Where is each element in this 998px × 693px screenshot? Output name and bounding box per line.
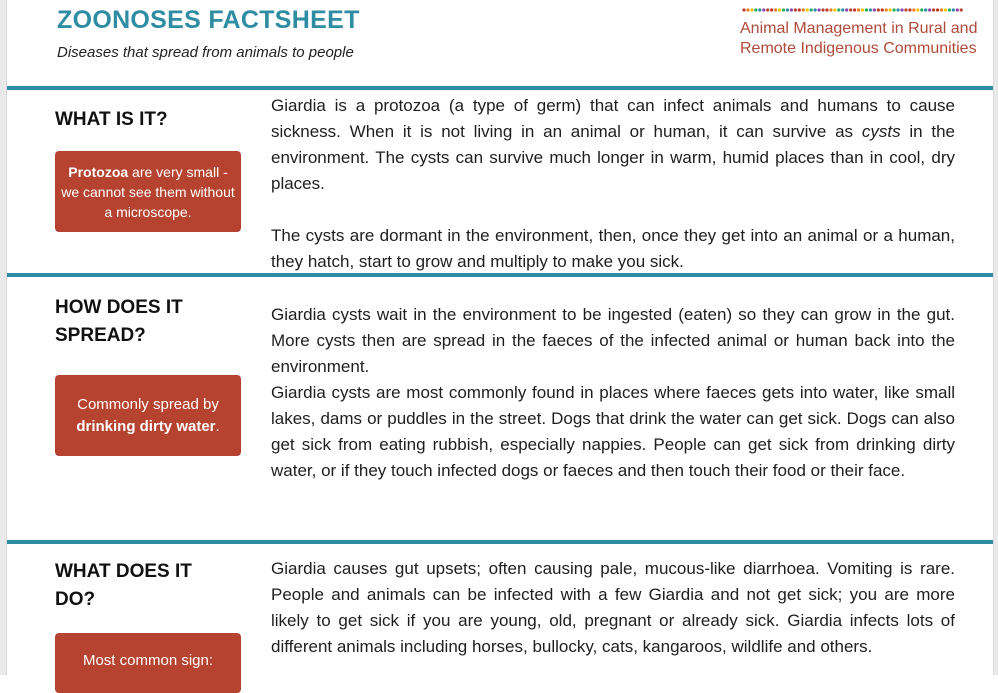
section-body-how-does-it-spread (271, 302, 955, 484)
logo-dot (845, 8, 848, 11)
logo-dot (916, 8, 919, 11)
callout-bold-text: drinking dirty water (76, 417, 216, 435)
paragraph: Giardia is a protozoa (a type of germ) that can infect animals and humans to cause sickness. When it is not living in an animal or human, it can survive as cysts in the environment. The cysts can survive much longer in warm, humid places than in cool, dry places. (271, 96, 955, 193)
logo-dot (810, 8, 813, 11)
section-divider (7, 273, 993, 277)
logo-dot (829, 8, 832, 11)
logo-dot (948, 8, 951, 11)
logo-dot (940, 8, 943, 11)
section-heading-what-is-it: WHAT IS IT? (55, 109, 168, 130)
logo-dot (900, 8, 903, 11)
logo-dot (774, 8, 777, 11)
page-title: ZOONOSES FACTSHEET (57, 6, 360, 34)
logo-dot (904, 8, 907, 11)
logo-dot (778, 8, 781, 11)
callout-most-common-sign (55, 633, 241, 693)
logo-dot (928, 8, 931, 11)
logo-dot (889, 8, 892, 11)
logo-dot (817, 8, 820, 11)
logo-dot (912, 8, 915, 11)
logo-dot (920, 8, 923, 11)
logo-dot (833, 8, 836, 11)
logo-dot (853, 8, 856, 11)
logo-dot (794, 8, 797, 11)
paragraph: The cysts are dormant in the environment, then, once they get into an animal or a human, they hatch, start to grow and multiply to make you sick. (271, 226, 955, 271)
section-divider (7, 540, 993, 544)
logo-dot (885, 8, 888, 11)
logo-dot (750, 8, 753, 11)
logo-dot (841, 8, 844, 11)
logo-dot (790, 8, 793, 11)
logo-dot (952, 8, 955, 11)
logo-line-1: Animal Management in Rural and (740, 20, 978, 37)
callout-bold-text: Protozoa (68, 163, 129, 180)
logo-dot (802, 8, 805, 11)
logo-dot (798, 8, 801, 11)
logo-dot (821, 8, 824, 11)
section-body-what-does-it-do (271, 556, 955, 660)
logo-dot (814, 8, 817, 11)
logo-dot (766, 8, 769, 11)
callout-protozoa (55, 151, 241, 232)
logo-dot (936, 8, 939, 11)
logo-dot (873, 8, 876, 11)
logo-dot (944, 8, 947, 11)
logo-dot (924, 8, 927, 11)
logo-dot (762, 8, 765, 11)
logo-dot (869, 8, 872, 11)
page-subtitle: Diseases that spread from animals to people (57, 44, 354, 61)
paragraph: Giardia causes gut upsets; often causing pale, mucous-like diarrhoea. Vomiting is rare. People and animals can be infected with a few Giardia and not get sick; you are more likely to get sick if you are young, old, pregnant or already sick. Giardia infects lots of different animals including horses, bullocky, cats, kangaroos, wildlife and others. (271, 559, 955, 656)
logo-dot (849, 8, 852, 11)
factsheet-page (6, 0, 994, 675)
logo-dot (742, 8, 745, 11)
logo-dot (896, 8, 899, 11)
logo-dot (956, 8, 959, 11)
paragraph: Giardia cysts wait in the environment to be ingested (eaten) so they can grow in the gut. More cysts then are spread in the faeces of the infected animal or human back into the environment. (271, 305, 955, 376)
logo-dot (861, 8, 864, 11)
callout-dirty-water: Commonly spread by drinking dirty water. (55, 375, 241, 456)
logo-dot (865, 8, 868, 11)
logo-dot (837, 8, 840, 11)
section-heading-how-does-it-spread: HOW DOES IT SPREAD? (55, 297, 183, 346)
callout-text: Most common sign: (82, 652, 214, 669)
logo-dot (786, 8, 789, 11)
organisation-logo (740, 19, 980, 59)
logo-dot (877, 8, 880, 11)
section-heading-what-does-it-do: WHAT DOES IT DO? (55, 561, 192, 610)
logo-dot (960, 8, 963, 11)
italic-term: cysts (861, 122, 901, 141)
logo-dot (893, 8, 896, 11)
logo-line-2: Remote Indigenous Communities (740, 40, 977, 57)
logo-dot (746, 8, 749, 11)
logo-dot (758, 8, 761, 11)
logo-dot (754, 8, 757, 11)
paragraph: Giardia cysts are most commonly found in places where faeces gets into water, like small lakes, dams or puddles in the street. Dogs that drink the water can get sick. Dogs can also get sick from eating rubbish, especially nappies. People can get sick from drinking dirty water, or if they touch infected dogs or faeces and then touch their food or their face. (271, 383, 955, 480)
logo-dot (782, 8, 785, 11)
logo-dot (908, 8, 911, 11)
section-body-what-is-it (271, 93, 955, 275)
logo-dots (742, 4, 964, 14)
section-divider (7, 86, 993, 90)
logo-dot (881, 8, 884, 11)
logo-dot (825, 8, 828, 11)
logo-dot (932, 8, 935, 11)
logo-dot (770, 8, 773, 11)
callout-text: are very small - we cannot see them without a microscope. (61, 163, 235, 220)
logo-dot (806, 8, 809, 11)
logo-dot (857, 8, 860, 11)
